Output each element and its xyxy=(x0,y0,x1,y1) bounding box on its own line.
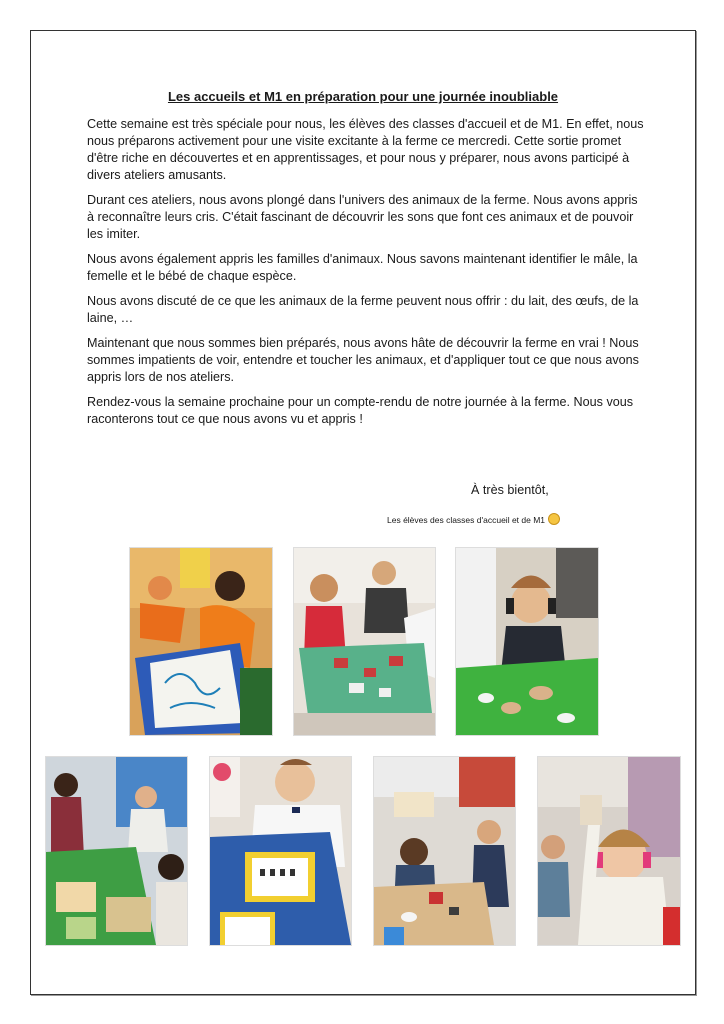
article-body xyxy=(87,116,647,436)
paragraph-5: Maintenant que nous sommes bien préparés, nous avons hâte de découvrir la ferme en vrai ! Nous sommes impatients de voir, entendre et toucher les animaux, et d'appliquer tout ce que nous avons appris lors de nos ateliers. xyxy=(87,336,639,384)
paragraph-2: Durant ces ateliers, nous avons plongé dans l'univers des animaux de la ferme. Nous avons appris à reconnaître leurs cris. C'était fascinant de découvrir les sons que font ces animaux et de pouvoir les imiter. xyxy=(87,193,638,241)
photo-children-reading-farm-books xyxy=(45,756,188,946)
photo-children-animal-cards-table xyxy=(293,547,436,736)
paragraph-4: Nous avons discuté de ce que les animaux de la ferme peuvent nous offrir : du lait, des œufs, de la laine, … xyxy=(87,294,639,325)
signoff: À très bientôt, xyxy=(471,483,549,497)
photo-child-headphones-farm-animals xyxy=(455,547,599,736)
smiling-face-emoji-icon xyxy=(548,513,560,525)
photo-child-coloring-farm-sheet xyxy=(129,547,273,736)
document-title: Les accueils et M1 en préparation pour une journée inoubliable xyxy=(167,89,559,104)
paragraph-3: Nous avons également appris les familles d'animaux. Nous savons maintenant identifier le mâle, la femelle et le bébé de chaque espèce. xyxy=(87,252,638,283)
signature-text: Les élèves des classes d'accueil et de M1 xyxy=(387,515,546,525)
photo-children-playing-farm-toys xyxy=(373,756,516,946)
document-page xyxy=(30,30,696,995)
paragraph-1: Cette semaine est très spéciale pour nous, les élèves des classes d'accueil et de M1. En effet, nous nous préparons activement pour une visite excitante à la ferme ce mercredi. Cette sortie promet d'être riche en découvertes et en apprentissages, et pour nous y préparer, nous avons participé à divers ateliers amusants. xyxy=(87,117,644,182)
photo-child-letter-tray xyxy=(209,756,352,946)
photo-girl-headphones-holding-card xyxy=(537,756,681,946)
signature-line xyxy=(387,513,560,525)
paragraph-6: Rendez-vous la semaine prochaine pour un compte-rendu de notre journée à la ferme. Nous vous raconterons tout ce que nous avons vu et appris ! xyxy=(87,395,634,426)
